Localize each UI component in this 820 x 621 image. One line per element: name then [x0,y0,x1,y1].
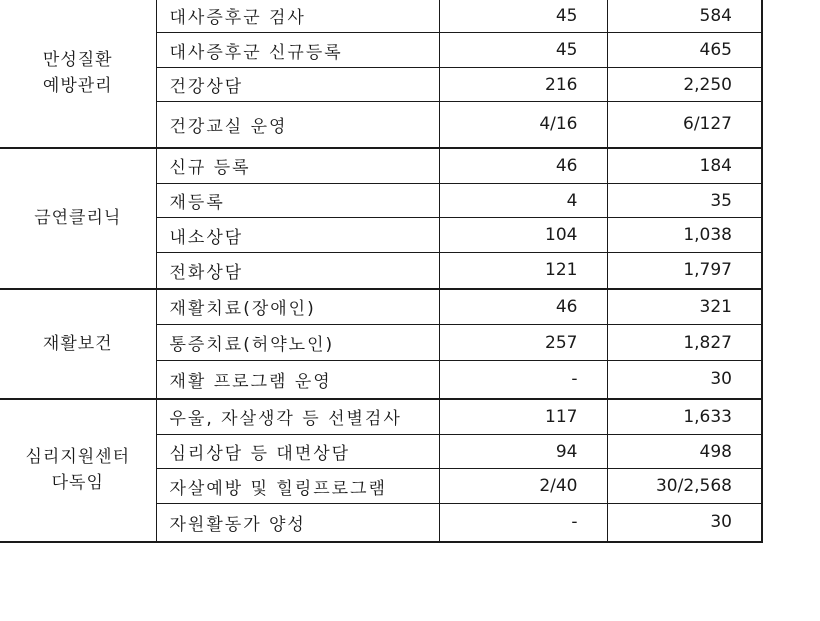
total-cell: 1,633 [607,399,762,435]
total-cell: 2,250 [607,68,762,102]
total-cell: 1,797 [607,253,762,289]
item-cell: 건강교실 운영 [156,102,439,148]
table-row [0,289,762,325]
item-cell: 재활치료(장애인) [156,289,439,325]
count-cell: 4 [439,184,607,218]
total-cell: 30 [607,504,762,542]
count-cell: 46 [439,289,607,325]
count-cell: - [439,361,607,399]
category-cell [0,289,156,399]
count-cell: 46 [439,148,607,184]
count-cell: 257 [439,325,607,361]
category-cell [0,0,156,148]
count-cell: 2/40 [439,469,607,504]
total-cell: 1,038 [607,218,762,253]
category-cell [0,148,156,289]
item-cell: 재활 프로그램 운영 [156,361,439,399]
total-cell: 498 [607,435,762,469]
item-cell: 건강상담 [156,68,439,102]
category-label-line: 재활보건 [42,333,113,354]
total-cell: 30 [607,361,762,399]
count-cell: 117 [439,399,607,435]
item-cell: 내소상담 [156,218,439,253]
category-label-line: 금연클리닉 [34,208,122,228]
table-row [0,399,762,435]
item-cell: 심리상담 등 대면상담 [156,435,439,469]
count-cell: 45 [439,0,607,33]
count-cell: 121 [439,253,607,289]
count-cell: 45 [439,33,607,68]
category-cell [0,399,156,542]
item-cell: 재등록 [156,184,439,218]
category-label-line: 다독임 [51,473,104,493]
total-cell: 1,827 [607,325,762,361]
item-cell: 신규 등록 [156,148,439,184]
total-cell: 30/2,568 [607,469,762,504]
category-label-line: 만성질환 [42,49,113,70]
table-row [0,148,762,184]
item-cell: 자원활동가 양성 [156,504,439,542]
count-cell: - [439,504,607,542]
count-cell: 216 [439,68,607,102]
item-cell: 통증치료(허약노인) [156,325,439,361]
item-cell: 자살예방 및 힐링프로그램 [156,469,439,504]
count-cell: 4/16 [439,102,607,148]
total-cell: 35 [607,184,762,218]
item-cell: 우울, 자살생각 등 선별검사 [156,399,439,435]
category-label-line: 예방관리 [42,75,113,96]
total-cell: 184 [607,148,762,184]
item-cell: 대사증후군 신규등록 [156,33,439,68]
item-cell: 전화상담 [156,253,439,289]
table-row [0,0,762,33]
count-cell: 94 [439,435,607,469]
count-cell: 104 [439,218,607,253]
total-cell: 465 [607,33,762,68]
total-cell: 584 [607,0,762,33]
total-cell: 321 [607,289,762,325]
category-label-line: 심리지원센터 [25,447,131,467]
item-cell: 대사증후군 검사 [156,0,439,33]
total-cell: 6/127 [607,102,762,148]
